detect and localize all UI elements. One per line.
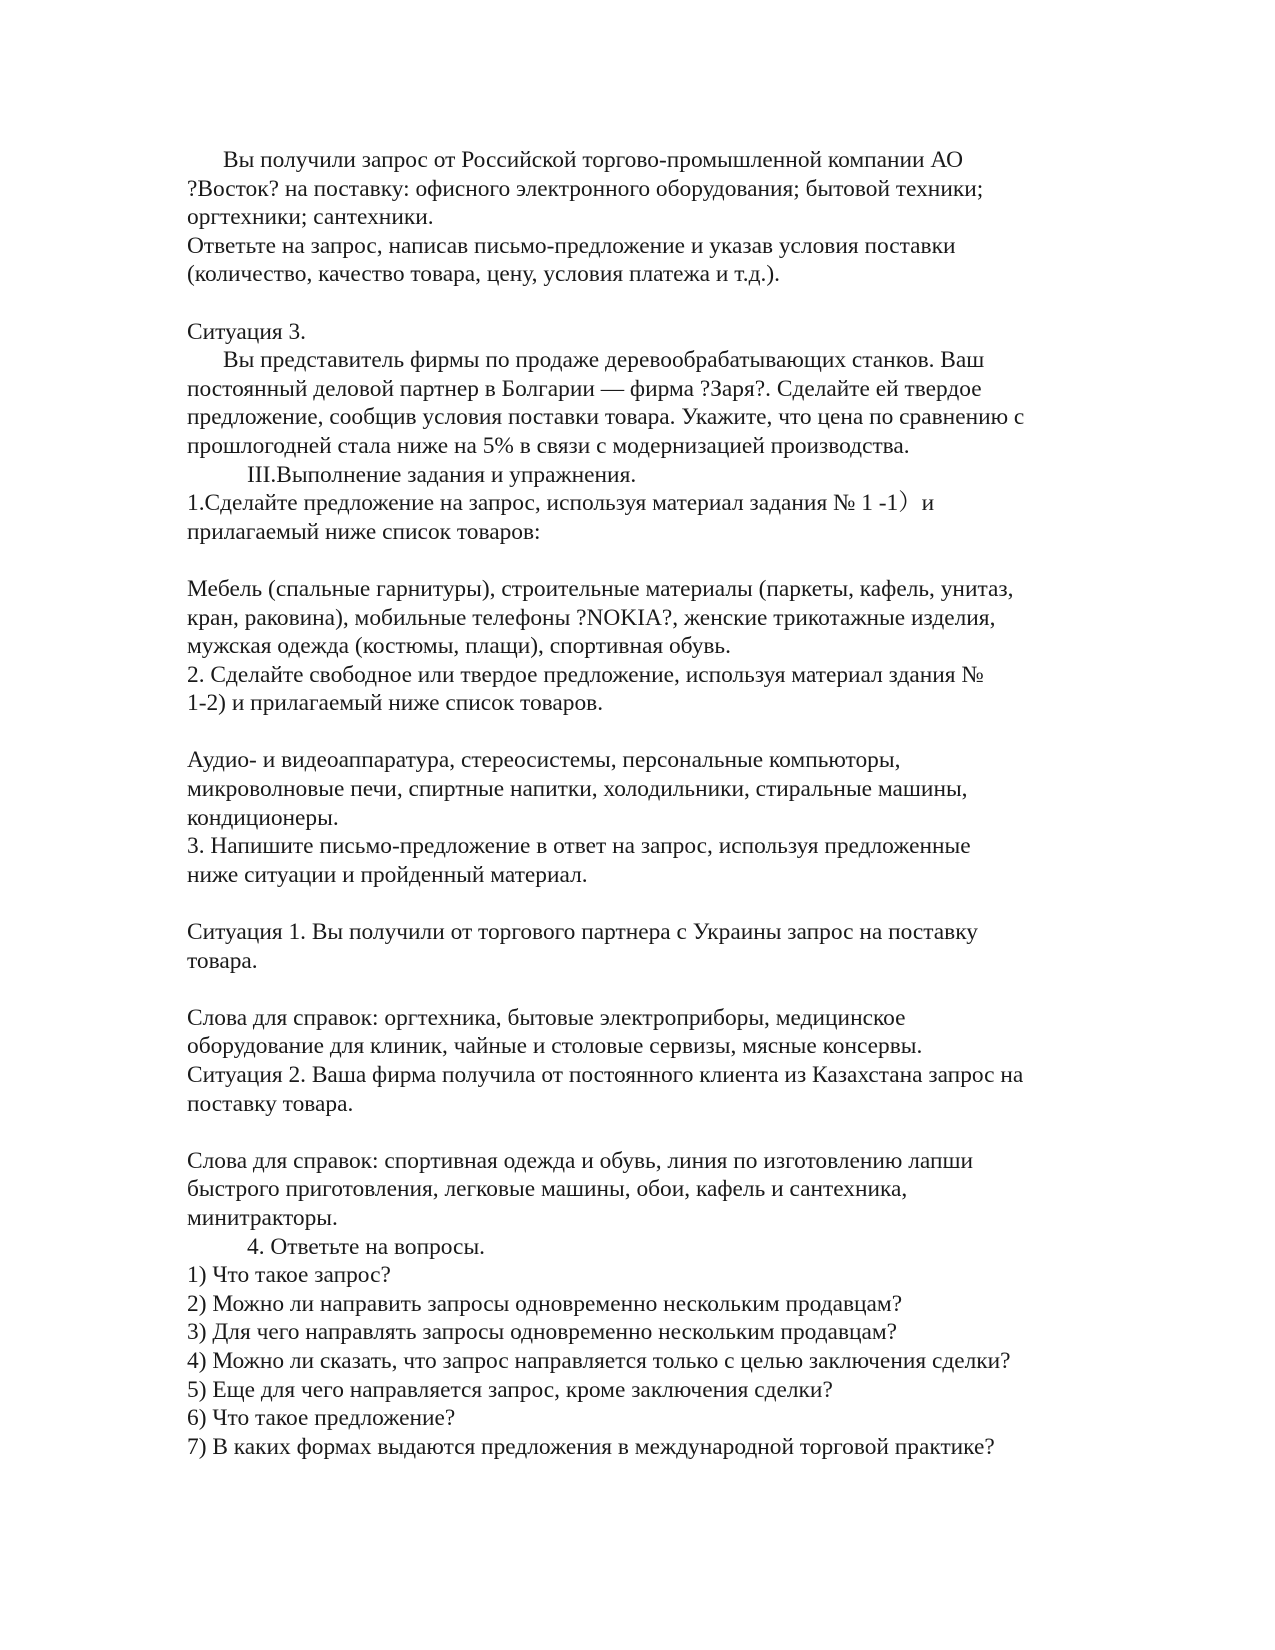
paragraph-line: 1-2) и прилагаемый ниже список товаров.	[187, 690, 604, 717]
paragraph-line: оргтехники; сантехники.	[187, 204, 434, 231]
paragraph-line: Вы получили запрос от Российской торгово-промышленной компании АО	[223, 147, 964, 173]
section-heading: 4. Ответьте на вопросы.	[247, 1233, 486, 1260]
question-item: 6) Что такое предложение?	[187, 1405, 456, 1432]
paragraph-line: Мебель (спальные гарнитуры), строительные материалы (паркеты, кафель, унитаз,	[187, 575, 1014, 602]
section-heading: Ситуация 3.	[187, 318, 306, 345]
paragraph-line: Ситуация 1. Вы получили от торгового партнера с Украины запрос на поставку	[187, 919, 978, 946]
blank-line	[187, 1118, 1087, 1147]
question-item: 4) Можно ли сказать, что запрос направляется только с целью заключения сделки?	[187, 1347, 1011, 1374]
paragraph-line: Ответьте на запрос, написав письмо-предложение и указав условия поставки	[187, 232, 956, 259]
paragraph-line: прошлогодней стала ниже на 5% в связи с модернизацией производства.	[187, 432, 910, 459]
blank-line	[187, 289, 1087, 318]
paragraph-line: Слова для справок: спортивная одежда и обувь, линия по изготовлению лапши	[187, 1147, 974, 1174]
document-page	[187, 146, 1087, 1461]
blank-line	[187, 546, 1087, 575]
paragraph-line: предложение, сообщив условия поставки товара. Укажите, что цена по сравнению с	[187, 404, 1025, 431]
paragraph-line: быстрого приготовления, легковые машины, обои, кафель и сантехника,	[187, 1176, 908, 1203]
paragraph-line: кондиционеры.	[187, 804, 339, 831]
paragraph-line: ниже ситуации и пройденный материал.	[187, 861, 588, 888]
question-item: 2) Можно ли направить запросы одновременно нескольким продавцам?	[187, 1290, 903, 1317]
paragraph-line: (количество, качество товара, цену, условия платежа и т.д.).	[187, 261, 780, 288]
paragraph-line: минитракторы.	[187, 1204, 338, 1231]
paragraph-line: прилагаемый ниже список товаров:	[187, 518, 541, 545]
question-item: 7) В каких формах выдаются предложения в международной торговой практике?	[187, 1433, 995, 1460]
paragraph-line: Аудио- и видеоаппаратура, стереосистемы, персональные компьюторы,	[187, 747, 901, 774]
paragraph-line: 1.Сделайте предложение на запрос, используя материал задания № 1 -1）и	[187, 490, 935, 517]
paragraph-line: 3. Напишите письмо-предложение в ответ на запрос, используя предложенные	[187, 833, 971, 860]
blank-line	[187, 889, 1087, 918]
paragraph-line: оборудование для клиник, чайные и столовые сервизы, мясные консервы.	[187, 1033, 923, 1060]
blank-line	[187, 975, 1087, 1004]
paragraph-line: мужская одежда (костюмы, плащи), спортивная обувь.	[187, 633, 731, 660]
paragraph-line: поставку товара.	[187, 1090, 354, 1117]
question-item: 1) Что такое запрос?	[187, 1262, 391, 1289]
paragraph-line: 2. Сделайте свободное или твердое предложение, используя материал здания №	[187, 661, 984, 688]
question-item: 3) Для чего направлять запросы одновременно нескольким продавцам?	[187, 1319, 898, 1346]
question-item: 5) Еще для чего направляется запрос, кроме заключения сделки?	[187, 1376, 833, 1403]
paragraph-line: Ситуация 2. Ваша фирма получила от постоянного клиента из Казахстана запрос на	[187, 1062, 1024, 1088]
paragraph-line: Вы представитель фирмы по продаже деревообрабатывающих станков. Ваш	[223, 347, 985, 374]
paragraph-line: товара.	[187, 947, 258, 974]
blank-line	[187, 718, 1087, 747]
paragraph-line: ?Восток? на поставку: офисного электронного оборудования; бытовой техники;	[187, 175, 984, 202]
section-heading: III.Выполнение задания и упражнения.	[247, 461, 637, 488]
paragraph-line: кран, раковина), мобильные телефоны ?NOKIA?, женские трикотажные изделия,	[187, 604, 996, 631]
paragraph-line: микроволновые печи, спиртные напитки, холодильники, стиральные машины,	[187, 776, 968, 803]
paragraph-line: Слова для справок: оргтехника, бытовые электроприборы, медицинское	[187, 1004, 906, 1031]
paragraph-line: постоянный деловой партнер в Болгарии — фирма ?Заря?. Сделайте ей твердое	[187, 375, 982, 402]
